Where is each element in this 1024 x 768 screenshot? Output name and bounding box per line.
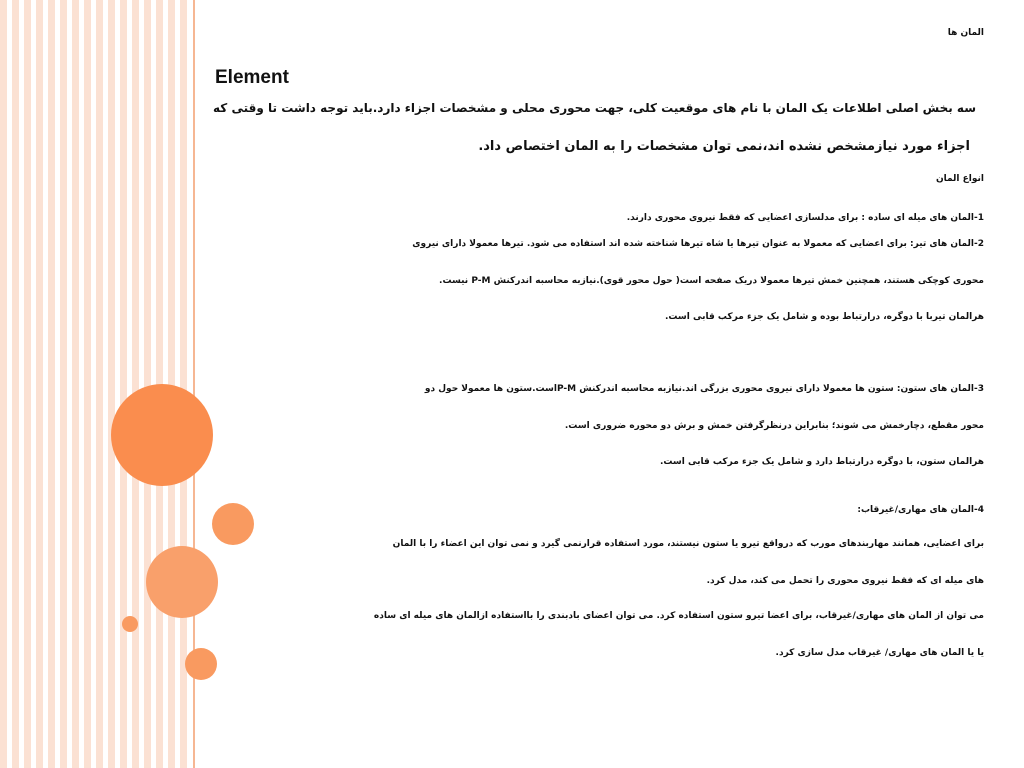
- item-2-line-1: 2-المان های تیر: برای اعضایی که معمولا به عنوان تیرها یا شاه تیرها شناخته شده اند استفاده می شود. تیرها معمولا دارای نیروی: [412, 239, 984, 249]
- intro-line-2: اجزاء مورد نیازمشخص نشده اند،نمی توان مشخصات را به المان اختصاص داد.: [478, 139, 970, 154]
- item-3-line-2: محور مقطع، دچارخمش می شوند؛ بنابراین درنظرگرفتن خمش و برش دو محوره ضروری است.: [564, 421, 984, 431]
- item-4-line-1: برای اعضایی، همانند مهاربندهای مورب که درواقع تیرو یا ستون نیستند، مورد استفاده قرارنمی گیرد و نمی توان این اعضاء را با المان: [392, 539, 984, 549]
- item-3-line-1: 3-المان های ستون: ستون ها معمولا دارای نیروی محوری بزرگی اند.نیازبه محاسبه اندرکنش P-Mاست.ستون ها معمولا حول دو: [424, 384, 984, 394]
- item-4-heading: 4-المان های مهاری/غیرقاب:: [857, 505, 984, 515]
- item-4-line-4: یا یا المان های مهاری/ غیرقاب مدل سازی کرد.: [775, 648, 984, 658]
- intro-line-1: سه بخش اصلی اطلاعات یک المان با نام های موقعیت کلی، جهت محوری محلی و مشخصات اجزاء دارد.باید توجه داشت تا وقتی که: [213, 101, 976, 115]
- item-1: 1-المان های میله ای ساده : برای مدلسازی اعضایی که فقط نیروی محوری دارند.: [626, 213, 984, 223]
- item-4-line-3: می توان از المان های مهاری/غیرقاب، برای اعضا تیرو ستون استفاده کرد. می توان اعضای بادبندی را بااستفاده ازالمان های میله ای ساده: [373, 611, 984, 621]
- item-2-line-3: هرالمان تیربا با دوگره، درارتباط بوده و شامل یک جزء مرکب قابی است.: [664, 312, 984, 322]
- slide-heading: المان ها: [947, 28, 984, 38]
- types-heading: انواع المان: [935, 174, 984, 184]
- item-2-line-2: محوری کوچکی هستند، همچنین خمش تیرها معمولا دریک صفحه است( حول محور قوی).نیازبه محاسبه اندرکنش P-M نیست.: [439, 276, 984, 286]
- english-title: Element: [215, 67, 289, 88]
- slide-content: [196, 0, 984, 768]
- decorative-circle-tiny: [122, 616, 138, 632]
- item-3-line-3: هرالمان ستون، با دوگره درارتباط دارد و شامل یک جزء مرکب قابی است.: [659, 457, 984, 467]
- item-4-line-2: های میله ای که فقط نیروی محوری را تحمل می کند، مدل کرد.: [706, 576, 984, 586]
